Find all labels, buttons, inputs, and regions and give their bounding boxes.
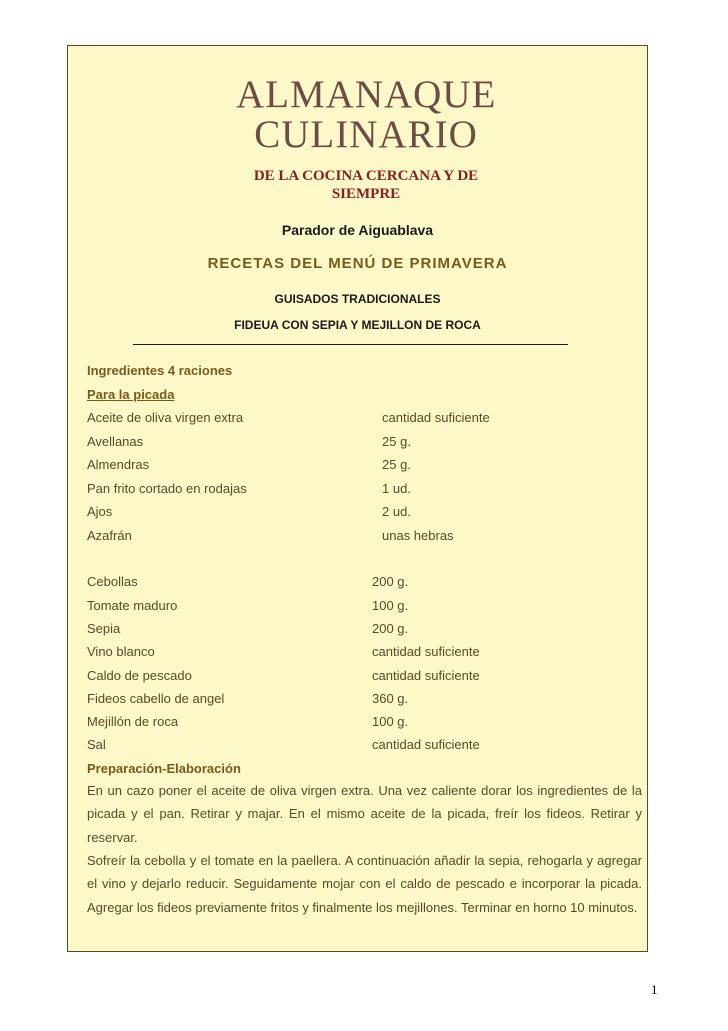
ingredient-qty: 100 g.	[372, 714, 409, 729]
ingredient-name: Fideos cabello de angel	[87, 691, 225, 706]
preparation-paragraph-2: Sofreír la cebolla y el tomate en la paellera. A continuación añadir la sepia, rehogarla y agregar el vino y dejarlo reducir. Seguidamente mojar con el caldo de pescado e incorporar la picada. Agregar los fideos previamente fritos y finalmente los mejillones. Terminar en horno 10 minutos.	[87, 853, 642, 915]
parador-name: Parador de Aiguablava	[281, 222, 434, 238]
ingredient-qty: 2 ud.	[382, 504, 411, 519]
ingredient-name: Azafrán	[87, 528, 132, 543]
ingredient-name: Vino blanco	[87, 644, 155, 659]
logo-line-2: CULINARIO	[254, 113, 478, 156]
ingredients-heading: Ingredientes 4 raciones	[87, 363, 233, 378]
ingredient-name: Mejillón de roca	[87, 714, 179, 729]
ingredient-qty: 25 g.	[382, 457, 411, 472]
ingredient-qty: 200 g.	[372, 621, 409, 636]
picada-heading: Para la picada	[87, 387, 175, 402]
ingredient-name: Tomate maduro	[87, 598, 178, 613]
ingredient-qty: cantidad suficiente	[382, 410, 490, 425]
ingredient-name: Cebollas	[87, 574, 138, 589]
ingredient-qty: cantidad suficiente	[372, 668, 480, 683]
recipe-title: FIDEUA CON SEPIA Y MEJILLON DE ROCA	[234, 318, 481, 332]
almanaque-culinario-logo	[236, 73, 497, 202]
logo-line-1: ALMANAQUE	[236, 73, 497, 116]
ingredient-qty: 25 g.	[382, 434, 411, 449]
logo-line-3: DE LA COCINA CERCANA Y DE SIEMPRE	[253, 168, 479, 202]
ingredient-qty: 360 g.	[372, 691, 409, 706]
ingredient-qty: 1 ud.	[382, 481, 411, 496]
ingredient-name: Ajos	[87, 504, 113, 519]
preparation-heading: Preparación-Elaboración	[87, 761, 241, 776]
ingredient-qty: 100 g.	[372, 598, 409, 613]
ingredient-qty: 200 g.	[372, 574, 409, 589]
section-title: GUISADOS TRADICIONALES	[274, 292, 441, 306]
menu-title: RECETAS DEL MENÚ DE PRIMAVERA	[207, 255, 508, 272]
ingredient-name: Sal	[87, 737, 106, 752]
ingredient-name: Caldo de pescado	[87, 668, 192, 683]
ingredient-name: Pan frito cortado en rodajas	[87, 481, 247, 496]
ingredient-name: Aceite de oliva virgen extra	[87, 410, 244, 425]
ingredient-qty: unas hebras	[382, 528, 454, 543]
title-divider	[133, 344, 568, 345]
page-number: 1	[651, 982, 658, 997]
ingredient-name: Avellanas	[87, 434, 144, 449]
preparation-paragraph-1: En un cazo poner el aceite de oliva virgen extra. Una vez caliente dorar los ingredientes de la picada y el pan. Retirar y majar. En el mismo aceite de la picada, freír los fideos. Retirar y reservar.	[87, 783, 642, 845]
ingredient-name: Almendras	[87, 457, 150, 472]
ingredient-qty: cantidad suficiente	[372, 644, 480, 659]
ingredient-name: Sepia	[87, 621, 121, 636]
ingredient-qty: cantidad suficiente	[372, 737, 480, 752]
